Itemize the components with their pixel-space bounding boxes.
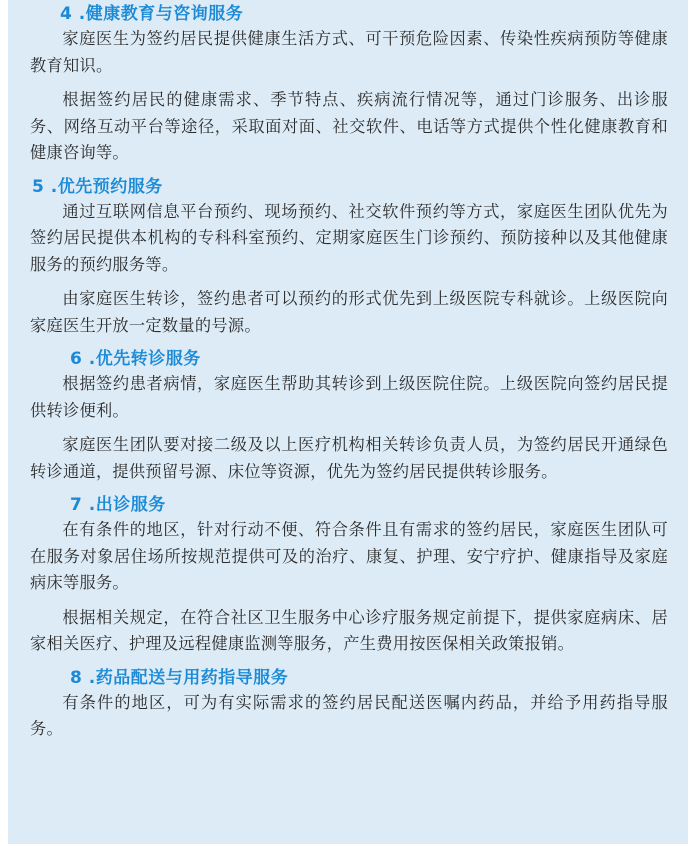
paragraph: 有条件的地区，可为有实际需求的签约居民配送医嘱内药品，并给予用药指导服务。 — [30, 692, 668, 738]
section-title: 6 .优先转诊服务 — [70, 349, 201, 369]
section-medicine-delivery — [30, 666, 668, 743]
section-title: 7 .出诊服务 — [70, 495, 166, 515]
paragraph: 根据签约居民的健康需求、季节特点、疾病流行情况等，通过门诊服务、出诊服务、网络互动平台等途径，采取面对面、社交软件、电话等方式提供个性化健康教育和健康咨询等。 — [30, 90, 668, 162]
section-priority-referral — [30, 347, 668, 485]
paragraph: 由家庭医生转诊，签约患者可以预约的形式优先到上级医院专科就诊。上级医院向家庭医生开放一定数量的号源。 — [30, 289, 668, 335]
section-title: 4 .健康教育与咨询服务 — [60, 4, 244, 24]
paragraph: 在有条件的地区，针对行动不便、符合条件且有需求的签约居民，家庭医生团队可在服务对象居住场所按规范提供可及的治疗、康复、护理、安宁疗护、健康指导及家庭病床等服务。 — [30, 520, 668, 592]
section-health-education — [30, 0, 668, 167]
section-title: 5 .优先预约服务 — [32, 176, 163, 197]
paragraph: 根据相关规定，在符合社区卫生服务中心诊疗服务规定前提下，提供家庭病床、居家相关医疗、护理及远程健康监测等服务，产生费用按医保相关政策报销。 — [30, 607, 668, 653]
paragraph: 家庭医生为签约居民提供健康生活方式、可干预危险因素、传染性疾病预防等健康教育知识。 — [30, 29, 668, 75]
paragraph: 家庭医生团队要对接二级及以上医疗机构相关转诊负责人员，为签约居民开通绿色转诊通道，提供预留号源、床位等资源，优先为签约居民提供转诊服务。 — [30, 435, 668, 481]
paragraph: 通过互联网信息平台预约、现场预约、社交软件预约等方式，家庭医生团队优先为签约居民提供本机构的专科科室预约、定期家庭医生门诊预约、预防接种以及其他健康服务的预约服务等。 — [30, 201, 668, 274]
article-body — [8, 0, 688, 844]
section-title: 8 .药品配送与用药指导服务 — [70, 667, 289, 688]
section-home-visit — [30, 493, 668, 658]
section-priority-appointment — [30, 175, 668, 340]
paragraph: 根据签约患者病情，家庭医生帮助其转诊到上级医院住院。上级医院向签约居民提供转诊便利。 — [30, 374, 668, 420]
